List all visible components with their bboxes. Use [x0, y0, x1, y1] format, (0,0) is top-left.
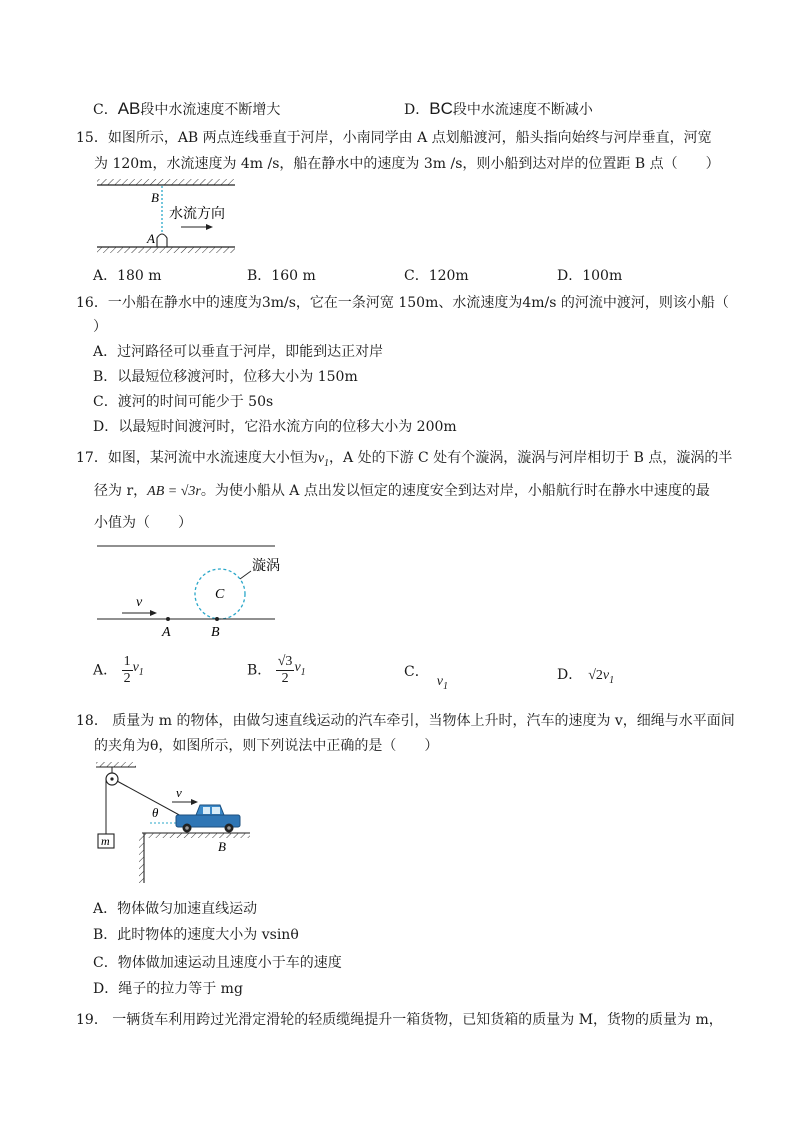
q17-label-a: A [162, 625, 171, 640]
q15-label-a: A [147, 231, 155, 246]
q18-option-a: A．物体做匀加速直线运动 [93, 901, 258, 917]
q15-boat-icon [157, 234, 167, 247]
q15-option-a: A．180 m [93, 268, 162, 284]
q16-stem-line2: ） [93, 319, 107, 335]
q17-option-c-label: C． [404, 664, 429, 680]
q18-truck-icon [176, 805, 240, 833]
q14-option-d-label: D． [404, 102, 430, 118]
q17-vortex-label: 漩涡 [252, 559, 280, 574]
q17-option-c-v: v [436, 674, 443, 689]
q14-option-c-seg: AB [117, 99, 141, 118]
q15-stem-line1: 15．如图所示，AB 两点连线垂直于河岸，小南同学由 A 点划船渡河，船头指向始终与河岸垂直，河宽 [76, 130, 712, 146]
q14-option-c [93, 99, 280, 120]
q16-option-b: B．以最短位移渡河时，位移大小为 150m [93, 369, 358, 385]
q17-stem-line2 [94, 481, 710, 502]
q17-flow-arrowhead [150, 610, 157, 616]
q18-option-b: B．此时物体的速度大小为 vsinθ [93, 927, 299, 943]
q17-option-b-sub: 1 [300, 666, 306, 678]
q17-option-b-label: B． [247, 662, 272, 679]
q15-stem-line2: 为 120m，水流速度为 4m /s，船在静水中的速度为 3m /s，则小船到达对岸的位置距 B 点（ ） [94, 156, 720, 172]
q17-point-b [215, 617, 219, 621]
q18-wall-hatch [139, 836, 144, 883]
q17-stem-line1-part2: ，A 处的下游 C 处有个漩涡，漩涡与河岸相切于 B 点，漩涡的半 [329, 450, 733, 466]
q17-option-b-denominator: 2 [281, 671, 289, 686]
q17-v1-symbol [317, 451, 330, 469]
q18-pulley-figure [92, 760, 254, 885]
q17-option-d-sub: 1 [609, 674, 615, 686]
q15-bottom-bank-hatch [97, 247, 235, 253]
q18-label-theta: θ [152, 805, 159, 820]
q17-option-c-v1 [436, 674, 448, 692]
q18-stem-line1: 18． 质量为 m 的物体，由做匀速直线运动的汽车牵引，当物体上升时，汽车的速度为 v，细绳与水平面间 [76, 713, 735, 729]
q15-flow-label: 水流方向 [169, 207, 225, 222]
q18-ceiling-hatch [96, 762, 136, 767]
q17-stem-line3: 小值为（ ） [94, 515, 192, 531]
q17-v1-letter: v [317, 451, 325, 466]
q17-option-b [247, 654, 306, 687]
q17-option-c [404, 662, 448, 692]
q18-option-d: D．绳子的拉力等于 mg [93, 981, 243, 997]
q17-option-d-v: v [602, 668, 610, 683]
q17-stem-line2-part2: 。为使小船从 A 点出发以恒定的速度安全到达对岸，小船航行时在静水中速度的最 [200, 483, 710, 499]
q18-label-b: B [218, 839, 226, 854]
q17-option-d [557, 665, 614, 691]
q17-vortex-figure [95, 538, 280, 646]
q17-option-b-v: v [294, 660, 301, 676]
q16-stem-line1: 16．一小船在静水中的速度为3m/s，它在一条河宽 150m、水流速度为4m/s 的河流中渡河，则该小船（ [76, 295, 729, 311]
q17-option-d-label: D． [557, 667, 583, 683]
q17-ab-equation: AB = √3r [147, 484, 201, 499]
q15-top-bank-hatch [97, 179, 235, 185]
q17-vortex-leader [240, 571, 251, 579]
q14-option-c-label: C． [93, 102, 118, 118]
q17-option-b-numerator: √3 [277, 654, 293, 669]
q17-option-b-fraction [276, 654, 295, 687]
q18-option-c: C．物体做加速运动且速度小于车的速度 [93, 955, 342, 971]
q17-point-a [166, 617, 170, 621]
q15-option-d: D．100m [557, 268, 623, 284]
q15-river-figure [95, 176, 240, 258]
q18-ground-hatch [144, 833, 250, 838]
q14-option-d-seg: BC [429, 99, 453, 118]
q18-label-v: v [176, 785, 182, 800]
q16-option-c: C．渡河的时间可能少于 50s [93, 394, 274, 410]
q17-option-a-fraction [122, 654, 133, 687]
q17-option-a-v: v [132, 660, 139, 676]
q17-stem-line1-part1: 17．如图，某河流中水流速度大小恒为 [76, 450, 318, 466]
q18-stem-line2: 的夹角为θ，如图所示，则下列说法中正确的是（ ） [94, 738, 439, 754]
q15-option-b: B．160 m [247, 268, 316, 284]
q18-pulley-axle [110, 777, 113, 780]
q17-option-c-sub: 1 [442, 680, 448, 692]
q15-label-b: B [151, 190, 159, 205]
q17-option-a-numerator: 1 [123, 654, 131, 669]
q17-option-a-sub: 1 [138, 666, 144, 678]
q15-flow-arrowhead [206, 224, 213, 230]
q17-stem-line1 [76, 448, 732, 474]
q14-option-c-text: 段中水流速度不断增大 [140, 102, 281, 118]
q17-label-b: B [211, 625, 220, 640]
q18-velocity-arrowhead [191, 799, 198, 805]
q17-option-a-v1 [132, 660, 144, 678]
q17-option-b-v1 [294, 660, 306, 678]
q14-option-d-text: 段中水流速度不断减小 [452, 102, 593, 118]
q17-option-a-denominator: 2 [123, 671, 131, 686]
q17-label-c: C [215, 587, 225, 602]
q16-option-d: D．以最短时间渡河时，它沿水流方向的位移大小为 200m [93, 419, 457, 435]
q17-v1-subscript: 1 [324, 457, 330, 469]
q14-option-d [404, 99, 593, 120]
q17-stem-line2-part1: 径为 r， [94, 483, 148, 499]
q17-option-d-value [588, 668, 615, 686]
q17-option-a-label: A． [93, 662, 118, 679]
q15-option-c: C．120m [404, 268, 469, 284]
q19-stem-line1: 19． 一辆货车利用跨过光滑定滑轮的轻质缆绳提升一箱货物，已知货箱的质量为 M，货物的质量为 m， [76, 1012, 723, 1028]
q16-option-a: A．过河路径可以垂直于河岸，即能到达正对岸 [93, 344, 384, 360]
q18-label-m: m [101, 834, 110, 848]
q17-label-v: v [136, 595, 143, 610]
q17-option-d-coef: √2 [588, 668, 603, 683]
q17-option-a [93, 654, 144, 687]
